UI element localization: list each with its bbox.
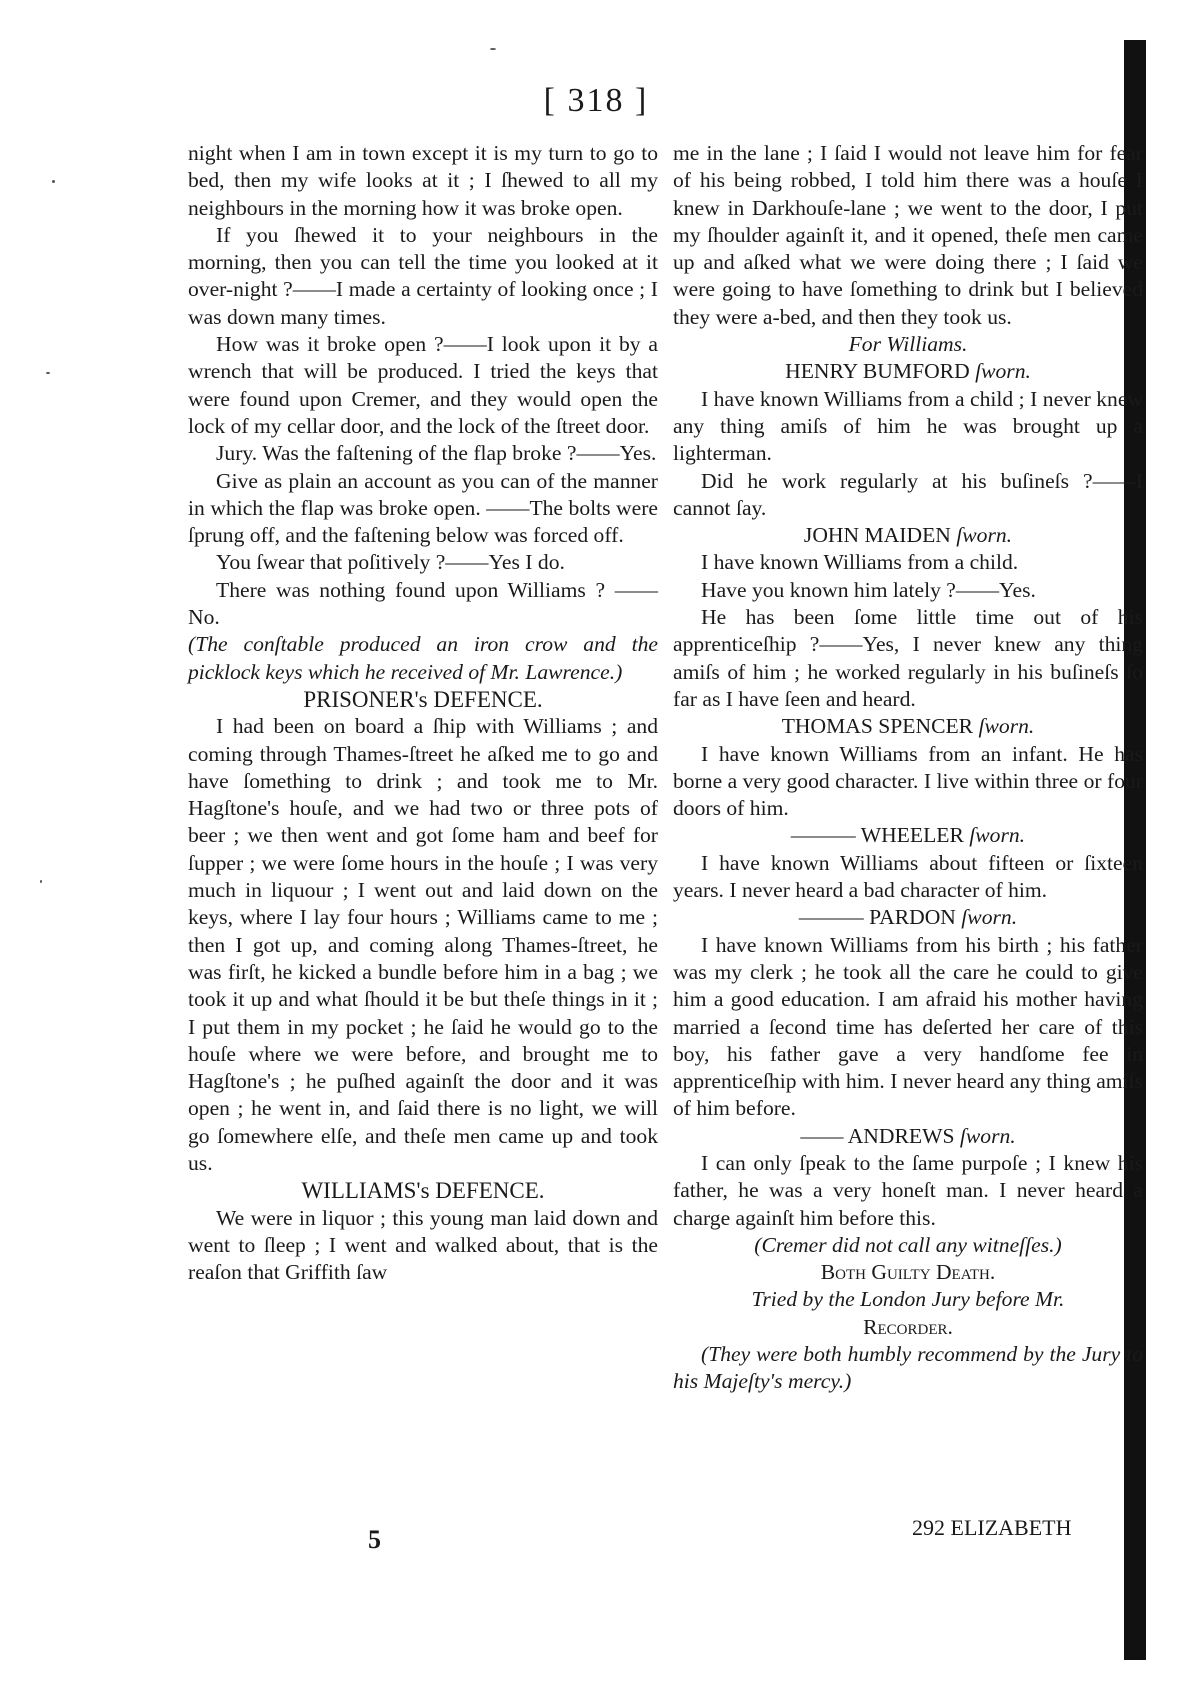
section-heading: WILLIAMS's DEFENCE.: [301, 1178, 545, 1204]
stage-note: (The conſtable produced an iron crow and the picklock keys which he received of Mr. Lawrence.): [188, 632, 658, 684]
testimony-paragraph: me in the lane ; I ſaid I would not leave him for fear of his being robbed, I told him there was a houſe I knew in Darkhouſe-lane ; we went to the door, I put my ſhoulder againſt it, and it opened, theſe men came up and aſked what we were doing there ; I ſaid we were going to have ſomething to drink but I believed they were a-bed, and then they took us.: [673, 141, 1143, 329]
sworn-label: ſworn.: [950, 523, 1013, 548]
witness-name: —— ANDREWS: [800, 1123, 955, 1148]
witness-heading: [673, 904, 1143, 931]
scan-speck: [490, 48, 496, 50]
testimony-paragraph: Give as plain an account as you can of the manner in which the flap was broke open. ——The bolts were ſprung off, and the faſtening below was forced off.: [188, 468, 658, 548]
testimony-paragraph: How was it broke open ?——I look upon it by a wrench that will be produced. I tried the keys that were found upon Cremer, and they would open the lock of my cellar door, and the lock of the ſtreet door.: [188, 332, 658, 438]
scan-speck: [52, 180, 55, 183]
witness-heading: [673, 1123, 1143, 1150]
testimony-paragraph: You ſwear that poſitively ?——Yes I do.: [216, 550, 565, 575]
italic-note: For Williams.: [848, 332, 968, 357]
witness-name: HENRY BUMFORD: [785, 359, 970, 384]
scan-speck: [46, 372, 50, 374]
testimony-paragraph: I have known Williams about fifteen or ſixteen years. I never heard a bad character of him.: [673, 850, 1143, 903]
testimony-paragraph: I can only ſpeak to the ſame purpoſe ; I knew his father, he was a very honeſt man. I never heard a charge againſt him before this.: [673, 1150, 1143, 1230]
testimony-paragraph: I have known Williams from an infant. He has borne a very good character. I live within three or four doors of him.: [673, 741, 1143, 821]
recommendation-note: (They were both humbly recommend by the Jury to his Majeſty's mercy.): [673, 1342, 1143, 1394]
testimony-paragraph: We were in liquor ; this young man laid down and went to ſleep ; I went and walked about, that is the reaſon that Griffith ſaw: [188, 1205, 658, 1285]
testimony-paragraph: I have known Williams from his birth ; his father was my clerk ; he took all the care he could to give him a good education. I am afraid his mother having married a ſecond time has deſerted her care of this boy, his father gave a very handſome fee in apprenticeſhip with him. I never heard any thing amiſs of him before.: [673, 932, 1143, 1121]
witness-name: ——— PARDON: [798, 905, 956, 930]
witness-heading: [673, 822, 1143, 849]
verdict: Both Guilty Death.: [820, 1260, 996, 1285]
scan-speck: [40, 880, 42, 883]
recorder-label: Recorder.: [863, 1314, 953, 1339]
witness-heading: [673, 713, 1143, 740]
testimony-paragraph: I have known Williams from a child.: [701, 550, 1019, 575]
testimony-paragraph: If you ſhewed it to your neighbours in the morning, then you can tell the time you looked at it over-night ?——I made a certainty of looking once ; I was down many times.: [188, 222, 658, 329]
testimony-paragraph: Did he work regularly at his buſineſs ?——I cannot ſay.: [673, 468, 1143, 520]
testimony-paragraph: I had been on board a ſhip with Williams ; and coming through Thames-ſtreet he aſked me to go and have ſomething to drink ; and took me to Mr. Hagſtone's houſe, and we had two or three pots of beer ; we then went and got ſome ham and beef for ſupper ; we were ſome hours in the houſe ; I was very much in liquour ; I went out and laid down on the keys, where I lay four hours ; Williams came to me ; then I got up, and coming along Thames-ſtreet, he was firſt, he kicked a bundle before him in a bag ; we took it up and what ſhould it be but theſe things in it ; I put them in my pocket ; he ſaid he would go to the houſe where we were before, and brought me to Hagſtone's ; he puſhed againſt the door and it was open ; he went in, and ſaid there is no light, we will go ſomewhere elſe, and theſe men came up and took us.: [188, 714, 658, 1175]
italic-note: (Cremer did not call any witneſſes.): [754, 1232, 1062, 1257]
witness-name: ——— WHEELER: [790, 823, 964, 848]
testimony-paragraph: I have known Williams from a child ; I never knew any thing amiſs of him he was brought up a lighterman.: [673, 386, 1143, 466]
signature-mark: 5: [368, 1525, 381, 1554]
catchword: 292 ELIZABETH: [912, 1515, 1072, 1540]
witness-heading: [673, 358, 1143, 385]
sworn-label: ſworn.: [955, 905, 1018, 930]
testimony-paragraph: There was nothing found upon Williams ? ——No.: [188, 577, 658, 630]
sworn-label: ſworn.: [963, 823, 1026, 848]
testimony-paragraph: night when I am in town except it is my turn to go to bed, then my wife looks at it ; I ſhewed to all my neighbours in the morning how it was broke open.: [188, 141, 658, 220]
testimony-paragraph: He has been ſome little time out of his apprenticeſhip ?——Yes, I never knew any thing amiſs of him ; he worked regularly in his buſineſs ſo far as I have ſeen and heard.: [673, 605, 1143, 711]
witness-heading: [673, 522, 1143, 549]
witness-name: JOHN MAIDEN: [803, 523, 951, 548]
sworn-label: ſworn.: [954, 1123, 1016, 1148]
testimony-paragraph: Jury. Was the faſtening of the flap broke ?——Yes.: [216, 441, 657, 466]
sworn-label: ſworn.: [973, 714, 1035, 739]
italic-note: Tried by the London Jury before Mr.: [751, 1287, 1065, 1312]
right-column: [673, 140, 1143, 1396]
left-column: [188, 140, 658, 1286]
section-heading: PRISONER's DEFENCE.: [303, 686, 543, 712]
page-number: [ 318 ]: [543, 82, 649, 119]
sworn-label: ſworn.: [969, 359, 1031, 384]
witness-name: THOMAS SPENCER: [781, 714, 974, 739]
testimony-paragraph: Have you known him lately ?——Yes.: [701, 577, 1036, 602]
